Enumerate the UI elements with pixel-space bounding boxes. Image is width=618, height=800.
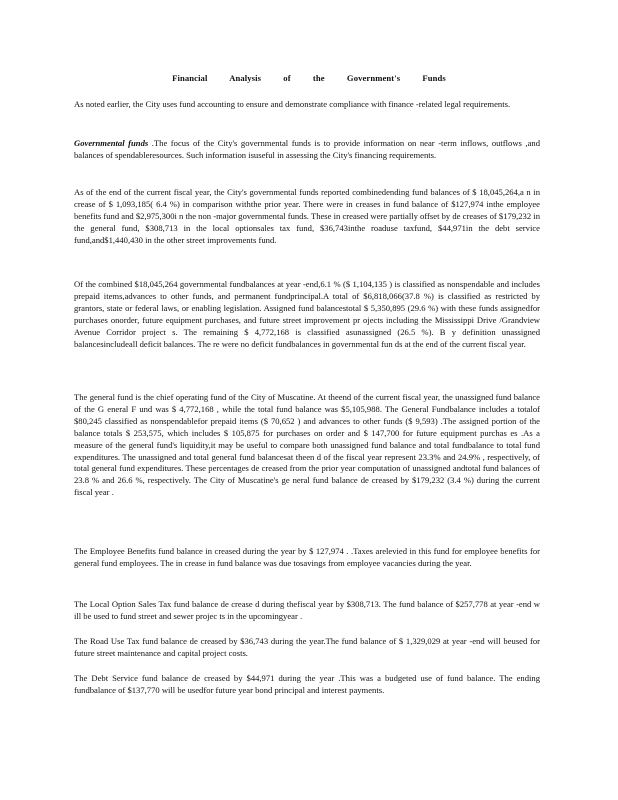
paragraph-text: As noted earlier, the City uses fund accounting to ensure and demonstrate compliance with finance -related legal requirements. [74, 99, 511, 109]
page-title: Financial Analysis of the Government's Funds [172, 73, 446, 83]
paragraph-text: Of the combined $18,045,264 governmental fundbalances at year -end,6.1 % ($ 1,104,135 ) is classified as nonspendable and includes prepaid items,advances to other funds, and permanent fundprincipal.A total of $6,818,066(37.8 %) is classified as restricted by grantors, state or federal laws, or enabling legislation. Assigned fund balancestotal $ 5,350,895 (29.6 %) with these funds assignedfor purchases onorder, future equipment purchases, and future street improvement pr ojects including the Mississippi Drive /Grandview Avenue Corridor project s. The remaining $ 4,772,168 is classified asunassigned (26.5 %). B y definition unassigned balancesincludeall deficit balances. The re were no deficit fundbalances in governmental fun ds at the end of the current fiscal year. [74, 279, 540, 349]
paragraph-text: .The focus of the City's governmental funds is to provide information on near -term inflows, outflows ,and balances of spendableresources. Such information isuseful in assessing the City's financing requirements. [74, 138, 540, 160]
paragraph-text: The general fund is the chief operating fund of the City of Muscatine. At theend of the current fiscal year, the unassigned fund balance of the G eneral F und was $ 4,772,168 , while the total fund balance was $5,105,988. The General Fundbalance includes a totalof $80,245 classified as nonspendablefor prepaid items ($ 70,652 ) and advances to other funds ($ 9,593) .The assigned portion of the balance totals $ 253,575, which includes $ 105,875 for purchases on order and $ 147,700 for future equipment purchas es .As a measure of the general fund's liquidity,it may be useful to compare both unassigned fund balance and total fundbalance to total fund expenditures. The unassigned and total general fund balancesat theen d of the fiscal year represent 23.3% and 24.9% , respectively, of total general fund expenditures. These percentages de creased from the prior year computation of unassigned andtotal fund balances of 23.8 % and 26.6 %, respectively. The City of Muscatine's ge neral fund balance de creased by $179,232 (3.4 %) during the current fiscal year . [74, 392, 540, 498]
paragraph-fund-balances [74, 187, 540, 247]
paragraph-text: The Employee Benefits fund balance in creased during the year by $ 127,974 . .Taxes arelevied in this fund for employee benefits for general fund employees. The in crease in fund balance was due tosavings from employee vacancies during the year. [74, 546, 540, 568]
paragraph-local-option-sales-tax [74, 599, 540, 623]
paragraph-road-use-tax [74, 636, 540, 660]
paragraph-text: As of the end of the current fiscal year, the City's governmental funds reported combinedending fund balances of $ 18,045,264,a n in crease of $ 1,093,185( 6.4 %) in comparison withthe prior year. There were in creases in fund balance of $127,974 inthe employee benefits fund and $2,975,300i n the non -major governmental funds. These in creased were partially offset by de creases of $179,232 in the general fund, $308,713 in the local optionsales tax fund, $36,743inthe roaduse taxfund, $44,971in the debt service fund,and$1,440,430 in the other street improvements fund. [74, 187, 540, 245]
paragraph-employee-benefits [74, 546, 540, 570]
paragraph-intro [74, 99, 540, 111]
paragraph-classification [74, 279, 540, 350]
paragraph-text: The Debt Service fund balance de creased by $44,971 during the year .This was a budgeted use of fund balance. The ending fundbalance of $137,770 will be usedfor future year bond principal and interest payments. [74, 673, 540, 695]
paragraph-text: The Road Use Tax fund balance de creased by $36,743 during the year.The fund balance of $ 1,329,029 at year -end will beused for future street maintenance and capital project costs. [74, 636, 540, 658]
paragraph-governmental-funds [74, 138, 540, 162]
paragraph-lead: Governmental funds [74, 138, 149, 148]
paragraph-general-fund [74, 392, 540, 499]
paragraph-text: The Local Option Sales Tax fund balance de crease d during thefiscal year by $308,713. The fund balance of $257,778 at year -end w ill be used to fund street and sewer projec ts in the upcomingyear . [74, 599, 540, 621]
paragraph-debt-service [74, 673, 540, 697]
